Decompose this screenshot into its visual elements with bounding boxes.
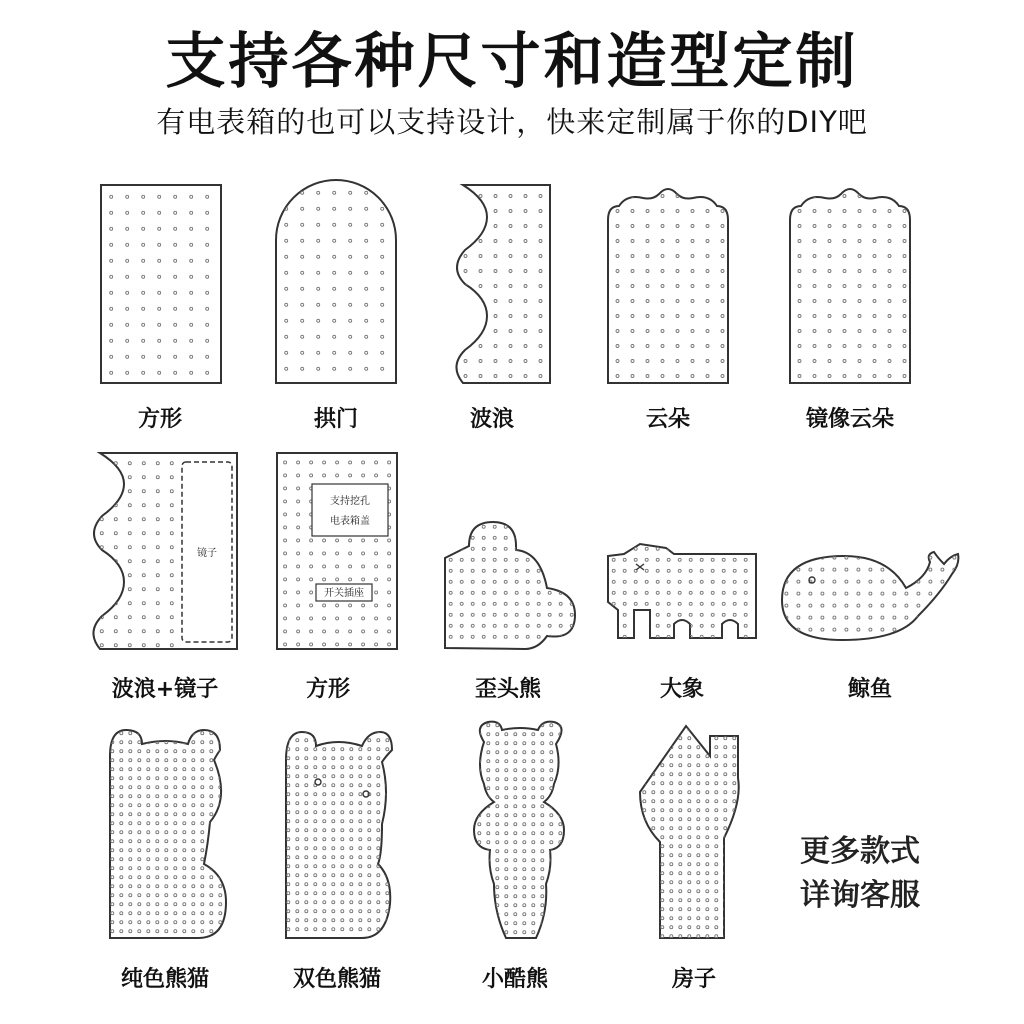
cutout-line2: 电表箱盖 bbox=[330, 516, 370, 527]
shape-label-mirror-cloud: 镜像云朵 bbox=[805, 407, 894, 432]
socket-label: 开关插座 bbox=[324, 588, 364, 599]
shape-cool-bear bbox=[464, 718, 576, 940]
shape-whale bbox=[778, 548, 964, 644]
shape-two-tone-panda bbox=[282, 724, 394, 940]
shape-elephant bbox=[606, 540, 758, 642]
shape-mirror-cloud bbox=[789, 184, 911, 384]
shape-label-solid-panda: 纯色熊猫 bbox=[120, 967, 209, 992]
more-styles-note bbox=[800, 830, 940, 918]
more-styles-line2: 详询客服 bbox=[800, 878, 920, 913]
shape-cloud bbox=[607, 184, 729, 384]
shape-label-arch: 拱门 bbox=[313, 407, 358, 432]
shape-house bbox=[638, 722, 744, 940]
shape-label-elephant: 大象 bbox=[659, 677, 704, 702]
shape-arch bbox=[275, 180, 397, 384]
page-title: 支持各种尺寸和造型定制 bbox=[165, 27, 859, 97]
shape-label-square-cutout: 方形 bbox=[305, 677, 350, 702]
shape-tilted-bear bbox=[443, 518, 578, 650]
shape-square-cutout bbox=[276, 452, 398, 650]
shape-solid-panda bbox=[106, 726, 230, 940]
mirror-label: 镜子 bbox=[197, 548, 217, 559]
shape-label-tilted-bear: 歪头熊 bbox=[474, 677, 541, 702]
shape-square bbox=[100, 184, 222, 384]
shape-label-house: 房子 bbox=[671, 967, 716, 992]
shape-label-wave-mirror: 波浪+镜子 bbox=[111, 677, 219, 702]
shape-wave bbox=[455, 184, 551, 384]
meter-box-cutout bbox=[312, 484, 388, 536]
shape-label-two-tone-panda: 双色熊猫 bbox=[292, 967, 381, 992]
shape-label-cool-bear: 小酷熊 bbox=[481, 967, 548, 992]
more-styles-line1: 更多款式 bbox=[800, 834, 920, 869]
shape-label-square: 方形 bbox=[137, 407, 182, 432]
shape-label-whale: 鲸鱼 bbox=[847, 677, 892, 702]
cutout-line1: 支持挖孔 bbox=[330, 496, 370, 507]
page-subtitle: 有电表箱的也可以支持设计，快来定制属于你的DIY吧 bbox=[156, 105, 868, 139]
shape-label-cloud: 云朵 bbox=[645, 407, 690, 432]
shape-wave-mirror bbox=[92, 452, 238, 650]
shape-label-wave: 波浪 bbox=[469, 407, 514, 432]
